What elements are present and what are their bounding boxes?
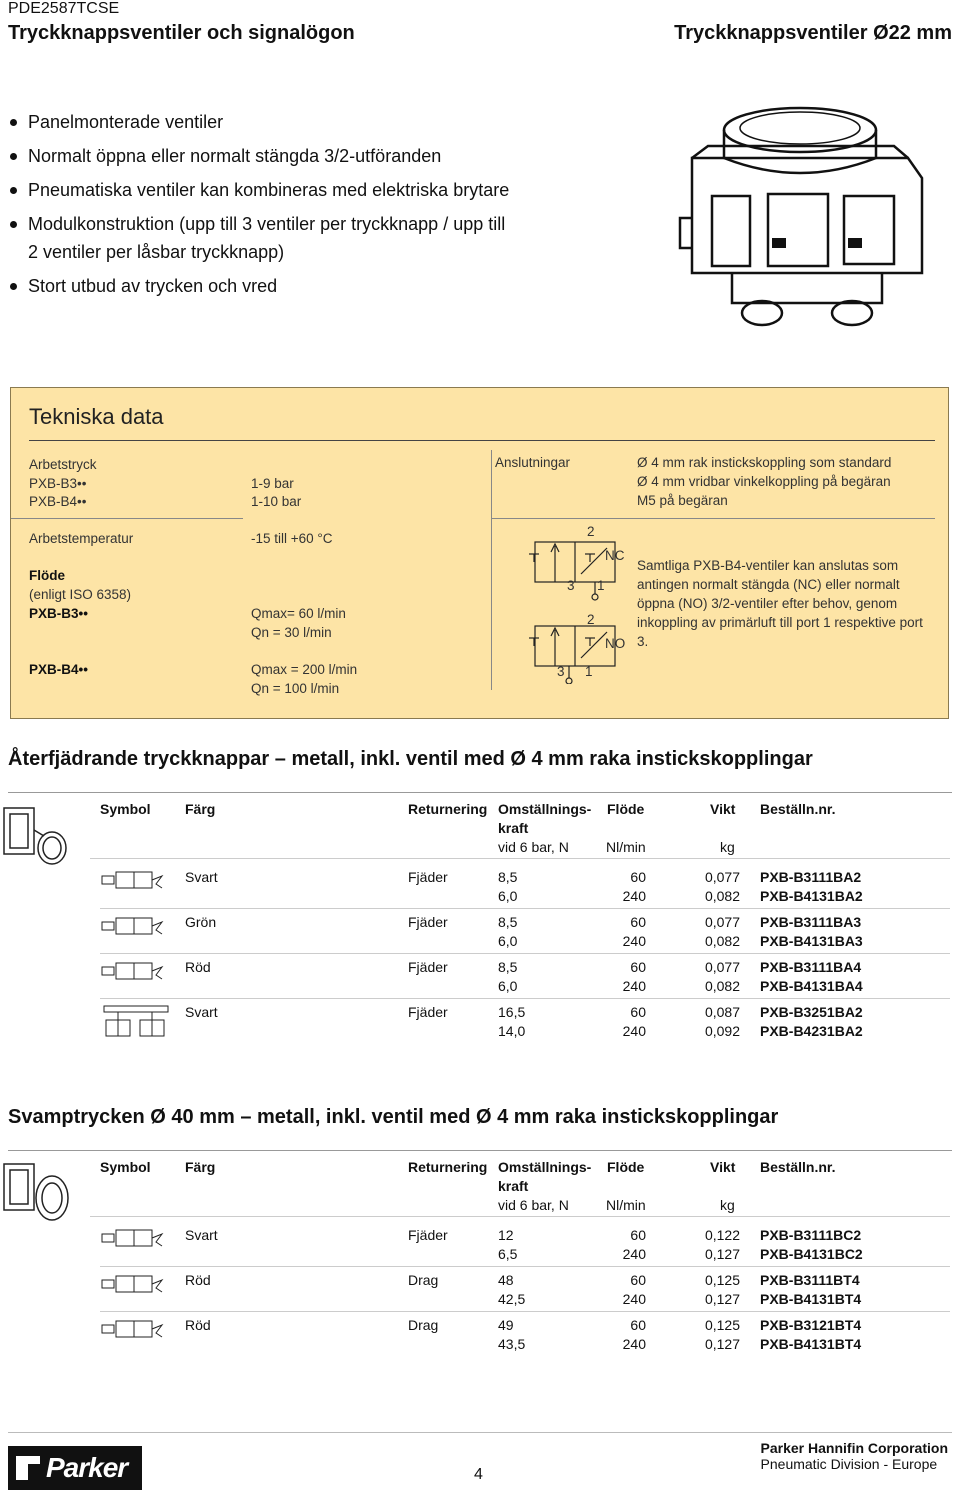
row-weight: 0,127	[704, 1246, 740, 1262]
connection-3: M5 på begäran	[637, 493, 728, 508]
row-weight: 0,082	[704, 978, 740, 994]
technical-data-title: Tekniska data	[29, 404, 164, 429]
row-force: 16,5	[498, 1004, 526, 1020]
col-flode: Flöde	[607, 1159, 645, 1175]
divider	[100, 998, 950, 999]
feature-item: Stort utbud av trycken och vred	[10, 272, 510, 300]
col-omstallning: Omställnings-	[498, 1159, 592, 1175]
col-kraft: kraft	[498, 820, 529, 836]
company-division: Pneumatic Division - Europe	[760, 1456, 938, 1472]
row-force: 12	[498, 1227, 514, 1243]
mushroom-button-image	[0, 1158, 70, 1228]
divider	[11, 518, 243, 519]
label-arbetstemperatur: Arbetstemperatur	[29, 531, 134, 546]
divider	[8, 792, 952, 793]
company-info	[761, 1440, 948, 1472]
row-return: Fjäder	[408, 1227, 448, 1243]
row-return: Fjäder	[408, 914, 448, 930]
row-force: 6,5	[498, 1246, 518, 1262]
feature-item: Panelmonterade ventiler	[10, 108, 510, 136]
table-spring-return	[0, 800, 960, 1050]
row-flow: 60	[630, 1272, 646, 1288]
parker-logo-text: Parker	[46, 1452, 128, 1483]
port-label-1: 1	[585, 664, 593, 679]
row-flow: 60	[630, 1227, 646, 1243]
feature-list	[10, 108, 510, 306]
label-flow-b3: PXB-B3••	[29, 606, 88, 621]
page-subtitle: Tryckknappsventiler Ø22 mm	[674, 22, 952, 44]
row-weight: 0,125	[704, 1272, 740, 1288]
push-button-valve-drawing	[672, 98, 934, 338]
divider	[90, 858, 950, 859]
row-force: 6,0	[498, 933, 518, 949]
row-force: 43,5	[498, 1336, 526, 1352]
page-title: Tryckknappsventiler och signalögon	[8, 22, 355, 44]
col-vikt: Vikt	[710, 1159, 736, 1175]
row-weight: 0,077	[704, 869, 740, 885]
row-part-number: PXB-B3111BC2	[760, 1227, 862, 1243]
value-b4-qmax: Qmax = 200 l/min	[251, 662, 358, 677]
row-force: 6,0	[498, 978, 518, 994]
label-pxb-b3: PXB-B3••	[29, 476, 87, 491]
row-force: 48	[498, 1272, 514, 1288]
row-weight: 0,127	[704, 1336, 740, 1352]
label-iso: (enligt ISO 6358)	[29, 587, 132, 602]
col-kraft: kraft	[498, 1178, 529, 1194]
feature-item: Modulkonstruktion (upp till 3 ventiler per tryckknapp / upp till 2 ventiler per låsbar tryckknapp)	[10, 210, 510, 266]
parker-logo-mark-icon	[14, 1454, 42, 1482]
row-force: 6,0	[498, 888, 518, 904]
row-flow: 240	[622, 1246, 646, 1262]
row-color: Svart	[185, 1004, 218, 1020]
row-part-number: PXB-B4131BT4	[760, 1336, 862, 1352]
col-farg: Färg	[185, 801, 216, 817]
row-flow: 60	[630, 914, 646, 930]
row-part-number: PXB-B4231BA2	[760, 1023, 863, 1039]
row-weight: 0,122	[704, 1227, 740, 1243]
valve-symbol	[100, 1270, 164, 1305]
page-number: 4	[474, 1466, 483, 1483]
row-force: 8,5	[498, 869, 518, 885]
row-weight: 0,127	[704, 1291, 740, 1307]
divider	[8, 1150, 952, 1151]
col-bestallnr: Beställn.nr.	[760, 1159, 836, 1175]
technical-data-panel	[10, 387, 949, 719]
port-label-2: 2	[587, 524, 595, 539]
valve-symbol	[100, 957, 164, 992]
col-vid: vid 6 bar, N	[498, 839, 569, 855]
row-flow: 60	[630, 959, 646, 975]
valve-symbol	[100, 1224, 164, 1259]
section-title-spring-return: Återfjädrande tryckknappar – metall, inkl. ventil med Ø 4 mm raka instickskopplingar	[8, 748, 813, 770]
divider	[100, 953, 950, 954]
label-nc: NC	[605, 548, 625, 563]
row-return: Fjäder	[408, 1004, 448, 1020]
row-return: Drag	[408, 1272, 439, 1288]
row-flow: 240	[622, 1023, 646, 1039]
row-color: Röd	[185, 1317, 211, 1333]
row-flow: 240	[622, 1336, 646, 1352]
row-color: Röd	[185, 959, 211, 975]
row-part-number: PXB-B4131BT4	[760, 1291, 862, 1307]
parker-logo	[8, 1446, 142, 1490]
row-color: Röd	[185, 1272, 211, 1288]
col-kg: kg	[720, 839, 735, 855]
row-force: 8,5	[498, 959, 518, 975]
divider	[100, 908, 950, 909]
label-anslutningar: Anslutningar	[495, 455, 571, 470]
col-omstallning: Omställnings-	[498, 801, 592, 817]
divider	[100, 1311, 950, 1312]
row-weight: 0,092	[704, 1023, 740, 1039]
row-color: Svart	[185, 869, 218, 885]
feature-item: Pneumatiska ventiler kan kombineras med elektriska brytare	[10, 176, 510, 204]
port-label-3: 3	[557, 664, 565, 679]
row-part-number: PXB-B4131BC2	[760, 1246, 863, 1262]
col-returnering: Returnering	[408, 1159, 488, 1175]
col-symbol: Symbol	[100, 1159, 151, 1175]
section-title-mushroom: Svamptrycken Ø 40 mm – metall, inkl. ventil med Ø 4 mm raka instickskopplingar	[8, 1106, 779, 1128]
row-part-number: PXB-B3121BT4	[760, 1317, 862, 1333]
push-button-image	[0, 800, 70, 872]
col-nlmin: Nl/min	[606, 839, 646, 855]
row-weight: 0,077	[704, 914, 740, 930]
label-no: NO	[605, 636, 626, 651]
row-flow: 240	[622, 888, 646, 904]
col-nlmin: Nl/min	[606, 1197, 646, 1213]
row-part-number: PXB-B4131BA3	[760, 933, 863, 949]
company-name: Parker Hannifin Corporation	[760, 1440, 948, 1456]
row-flow: 240	[622, 933, 646, 949]
value-b3-qn: Qn = 30 l/min	[251, 625, 332, 640]
row-part-number: PXB-B4131BA2	[760, 888, 863, 904]
divider	[491, 450, 492, 690]
row-flow: 60	[630, 869, 646, 885]
divider	[90, 1216, 950, 1217]
row-flow: 240	[622, 1291, 646, 1307]
table-mushroom	[0, 1158, 960, 1358]
row-color: Svart	[185, 1227, 218, 1243]
col-returnering: Returnering	[408, 801, 488, 817]
value-b4-qn: Qn = 100 l/min	[251, 681, 340, 696]
row-weight: 0,125	[704, 1317, 740, 1333]
row-flow: 60	[630, 1317, 646, 1333]
row-force: 14,0	[498, 1023, 526, 1039]
feature-item: Normalt öppna eller normalt stängda 3/2-utföranden	[10, 142, 510, 170]
connection-1: Ø 4 mm rak instickskoppling som standard	[637, 455, 892, 470]
value-pressure-b3: 1-9 bar	[251, 476, 294, 491]
row-flow: 60	[630, 1004, 646, 1020]
double-valve-symbol	[100, 1002, 172, 1055]
label-arbetstryck: Arbetstryck	[29, 457, 97, 472]
connection-2: Ø 4 mm vridbar vinkelkoppling på begäran	[637, 474, 891, 489]
label-pxb-b4: PXB-B4••	[29, 494, 87, 509]
divider	[491, 518, 935, 519]
row-part-number: PXB-B3251BA2	[760, 1004, 863, 1020]
row-weight: 0,082	[704, 888, 740, 904]
row-part-number: PXB-B4131BA4	[760, 978, 863, 994]
row-force: 8,5	[498, 914, 518, 930]
valve-symbol	[100, 1315, 164, 1350]
port-label-1: 1	[597, 578, 605, 593]
row-part-number: PXB-B3111BT4	[760, 1272, 860, 1288]
row-part-number: PXB-B3111BA4	[760, 959, 862, 975]
row-return: Fjäder	[408, 959, 448, 975]
port-label-2: 2	[587, 612, 595, 627]
label-flow-b4: PXB-B4••	[29, 662, 88, 677]
row-flow: 240	[622, 978, 646, 994]
row-part-number: PXB-B3111BA2	[760, 869, 862, 885]
row-force: 49	[498, 1317, 514, 1333]
row-weight: 0,077	[704, 959, 740, 975]
document-code: PDE2587TCSE	[8, 0, 120, 17]
col-kg: kg	[720, 1197, 735, 1213]
col-vid: vid 6 bar, N	[498, 1197, 569, 1213]
col-vikt: Vikt	[710, 801, 736, 817]
port-label-3: 3	[567, 578, 575, 593]
connection-description: Samtliga PXB-B4-ventiler kan anslutas som antingen normalt stängda (NC) eller normalt öppna (NO) 3/2-ventiler efter behov, genom inkoppling av primärluft till port 1 respektive port 3.	[637, 558, 923, 649]
row-return: Fjäder	[408, 869, 448, 885]
col-bestallnr: Beställn.nr.	[760, 801, 836, 817]
value-temperature: -15 till +60 °C	[251, 531, 333, 546]
row-part-number: PXB-B3111BA3	[760, 914, 862, 930]
valve-symbol	[100, 912, 164, 947]
row-weight: 0,087	[704, 1004, 740, 1020]
row-color: Grön	[185, 914, 217, 930]
value-pressure-b4: 1-10 bar	[251, 494, 302, 509]
row-weight: 0,082	[704, 933, 740, 949]
divider	[29, 440, 935, 441]
col-symbol: Symbol	[100, 801, 151, 817]
col-farg: Färg	[185, 1159, 216, 1175]
value-b3-qmax: Qmax= 60 l/min	[251, 606, 346, 621]
label-flode: Flöde	[29, 568, 65, 583]
row-force: 42,5	[498, 1291, 526, 1307]
col-flode: Flöde	[607, 801, 645, 817]
valve-symbol	[100, 866, 164, 901]
divider	[8, 1432, 952, 1433]
divider	[100, 1266, 950, 1267]
row-return: Drag	[408, 1317, 439, 1333]
